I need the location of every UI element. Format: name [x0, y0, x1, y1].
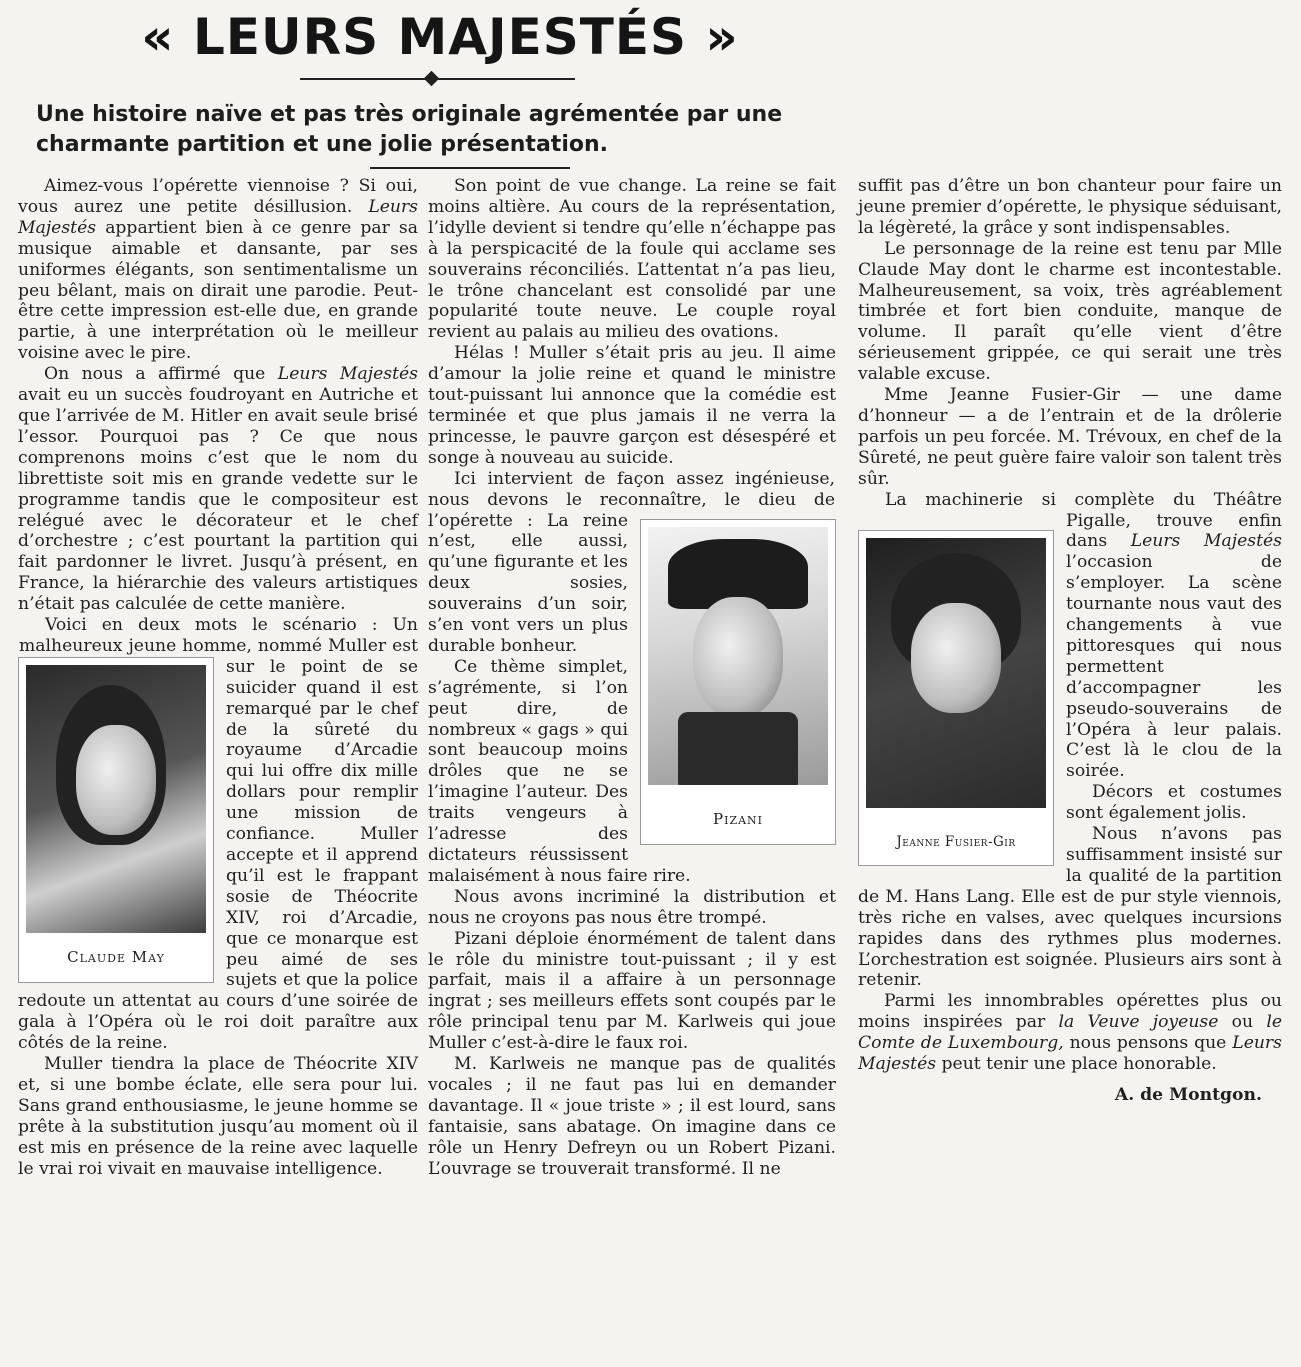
col1-p1b-text: appartient bien à ce genre par sa musique aimable et dansante, par ses uniformes élégants, son sentimentalisme un peu bêlant, mais on dirait une parodie. Peut-être cette impression est-elle due, en grande partie, à une interprétation où le meilleur voisine avec le pire. [18, 217, 419, 364]
col3-p7-title: Leurs Majestés [858, 1033, 1282, 1075]
face-shape [76, 725, 156, 835]
col3-p4a-text: La machinerie si complète du Théâtre Pigalle, trouve enfin dans [885, 489, 1282, 552]
col3-paragraph-7 [858, 991, 1282, 1075]
portrait-image [26, 665, 206, 933]
column-1 [18, 176, 418, 1180]
caption-claude-may: Claude May [67, 948, 165, 967]
col2-paragraph-4: Ce thème simplet, s’agrémente, si l’on peut dire, de nombreux « gags » qui sont beaucoup moins drôles que ne se l’imagine l’auteur. Des traits vengeurs à l’adresse des dictateurs réussissent malaisément à nous faire rire. [428, 656, 691, 886]
article-subtitle: Une histoire naïve et pas très originale agrémentée par une charmante partition et une jolie présentation. [36, 102, 783, 157]
col2-paragraph-1: Son point de vue change. La reine se fait moins altière. Au cours de la représentation, l’idylle devient si tendre qu’elle n’échappe pas à la perspicacité de la foule qui acclame ses souverains réconciliés. L’attentat n’a pas lieu, le trône chancelant est consolidé par une popularité toute neuve. Le couple royal revient au palais au milieu des ovations. [428, 176, 836, 343]
column-3 [858, 176, 1282, 1106]
col1-paragraph-4: Muller tiendra la place de Théocrite XIV et, si une bombe éclate, elle sera pour lui. Sans grand enthousiasme, le jeune homme se prête à la substitution jusqu’au moment où il est mis en présence de la reine avec laquelle le vrai roi vivait en mauvaise intelligence. [18, 1054, 418, 1179]
caption-pizani: Pizani [713, 809, 763, 828]
col1-p2-title: Leurs Majestés [277, 364, 418, 385]
author-signature: A. de Montgon. [1114, 1084, 1262, 1105]
caption-jeanne-fusier-gir: Jeanne Fusier-Gir [896, 833, 1016, 850]
col3-paragraph-6: Nous n’avons pas suffisamment insisté sur la qualité de la partition de M. Hans Lang. Elle est de pur style viennois, très riche en valses, avec quelques incursions rapides dans des rythmes plus modernes. L’orchestration est soignée. Plusieurs airs sont à retenir. [858, 824, 1282, 991]
col2-paragraph-2: Hélas ! Muller s’était pris au jeu. Il aime d’amour la jolie reine et quand le ministre tout-puissant lui annonce que la comédie est terminée et que plus jamais il ne verra la princesse, le pauvre garçon est désespéré et songe à nouveau au suicide. [428, 343, 836, 468]
portrait-image [648, 527, 828, 785]
col1-paragraph-3: Voici en deux mots le scénario : Un malheureux jeune homme, nommé Muller est sur le point de se suicider quand il est remarqué par le chef de la sûreté du royaume d’Arcadie qui lui offre dix mille dollars pour remplir une mission de confiance. Muller accepte et il apprend qu’il est le frappant sosie de Théocrite XIV, roi d’Arcadie, que ce monarque est peu aimé de ses sujets et que la police redoute un attentat au cours d’une soirée de gala à l’Opéra où le roi doit paraître aux côtés de la reine. [18, 615, 418, 1054]
col3-p7-ou: ou [1231, 1012, 1254, 1033]
col3-paragraph-3: Mme Jeanne Fusier-Gir — une dame d’honneur — a de l’entrain et de la drôlerie parfois un peu forcée. M. Trévoux, en chef de la Sûreté, ne peut guère faire valoir son talent très sûr. [858, 385, 1282, 489]
subtitle-rule [370, 167, 570, 169]
col3-paragraph-2: Le personnage de la reine est tenu par Mlle Claude May dont le charme est incontestable. Malheureusement, sa voix, très agréablement timbrée et fort bien conduite, manque de volume. Il paraît qu’elle vient d’être sérieusement grippée, ce qui serait une très valable excuse. [858, 238, 1282, 385]
col1-paragraph-1 [18, 176, 418, 364]
column-2 [428, 176, 836, 1180]
spacer [835, 469, 836, 519]
face-shape [911, 603, 1001, 713]
col1-p2b-text: avait eu un succès foudroyant en Autriche et que l’arrivée de M. Hitler en avait seule brisé l’essor. Pourquoi pas ? Ce que nous comprenons moins c’est que le nom du librettiste soit mis en grande vedette sur le programme tandis que le compositeur est relégué avec le décorateur et le chef d’orchestre ; c’est pourtant la partition qui fait pardonner le livret. Jusqu’à présent, en France, la hiérarchie des valeurs artistiques n’était pas calculée de cette manière. [18, 385, 418, 615]
col3-p7-title-comte: le Comte de Luxembourg, [858, 1012, 1283, 1054]
portrait-image [866, 538, 1046, 808]
col1-p2a-text: On nous a affirmé que [44, 364, 266, 385]
article-title: « LEURS MAJESTÉS » [141, 8, 739, 66]
col1-p1-text: Aimez-vous l’opérette viennoise ? Si oui, vous aurez une petite désillusion. [18, 176, 418, 217]
col3-p7a-text: Parmi les innombrables opérettes plus ou moins inspirées par [858, 991, 1282, 1033]
col3-p7-title-veuve: la Veuve joyeuse [1058, 1012, 1219, 1033]
suit-shape [678, 712, 798, 785]
photo-jeanne-fusier-gir [858, 530, 1054, 866]
title-ornament [424, 71, 440, 87]
col3-paragraph-1: suffit pas d’être un bon chanteur pour faire un jeune premier d’opérette, le physique séduisant, la légèreté, la grâce y sont indispensables. [858, 176, 1282, 238]
col3-p4-title: Leurs Majestés [1130, 531, 1282, 552]
face-shape [693, 597, 783, 717]
col3-paragraph-5: Décors et costumes sont également jolis. [1066, 782, 1282, 824]
photo-pizani [640, 519, 836, 845]
col3-p7b-text: nous pensons que [1069, 1033, 1227, 1054]
spacer [858, 490, 859, 530]
col1-paragraph-2 [18, 364, 418, 615]
col3-p7c-text: peut tenir une place honorable. [941, 1054, 1217, 1075]
col2-paragraph-6: Pizani déploie énormément de talent dans le rôle du ministre tout-puissant ; il y est parfait, mais il a affaire à un personnage ingrat ; ses meilleurs effets sont coupés par le rôle principal tenu par M. Karlweis qui joue Muller c’est-à-dire le faux roi. [428, 928, 836, 1054]
col3-p4b-text: l’occasion de s’employer. La scène tournante nous vaut des changements à vue pittoresques qui nous permettent d’accompagner les pseudo-souverains de l’Opéra à leur palais. C’est là le clou de la soirée. [1066, 552, 1282, 782]
photo-claude-may [18, 657, 214, 983]
col2-paragraph-3: Ici intervient de façon assez ingénieuse, nous devons le reconnaître, le dieu de l’opérette : La reine n’est, elle aussi, qu’une figurante et les deux sosies, souverains d’un soir, s’en vont vers un plus durable bonheur. [428, 468, 835, 656]
col1-p1-title: Leurs Majestés [18, 196, 419, 238]
col2-paragraph-7: M. Karlweis ne manque pas de qualités vocales ; il ne faut pas lui en demander davantage. Il « joue triste » ; il est lourd, sans fantaisie, sans abatage. On imagine dans ce rôle un Henry Defreyn ou un Robert Pizani. L’ouvrage se trouverait transformé. Il ne [428, 1054, 836, 1179]
col2-paragraph-5: Nous avons incriminé la distribution et nous ne croyons pas nous être trompé. [428, 886, 836, 928]
